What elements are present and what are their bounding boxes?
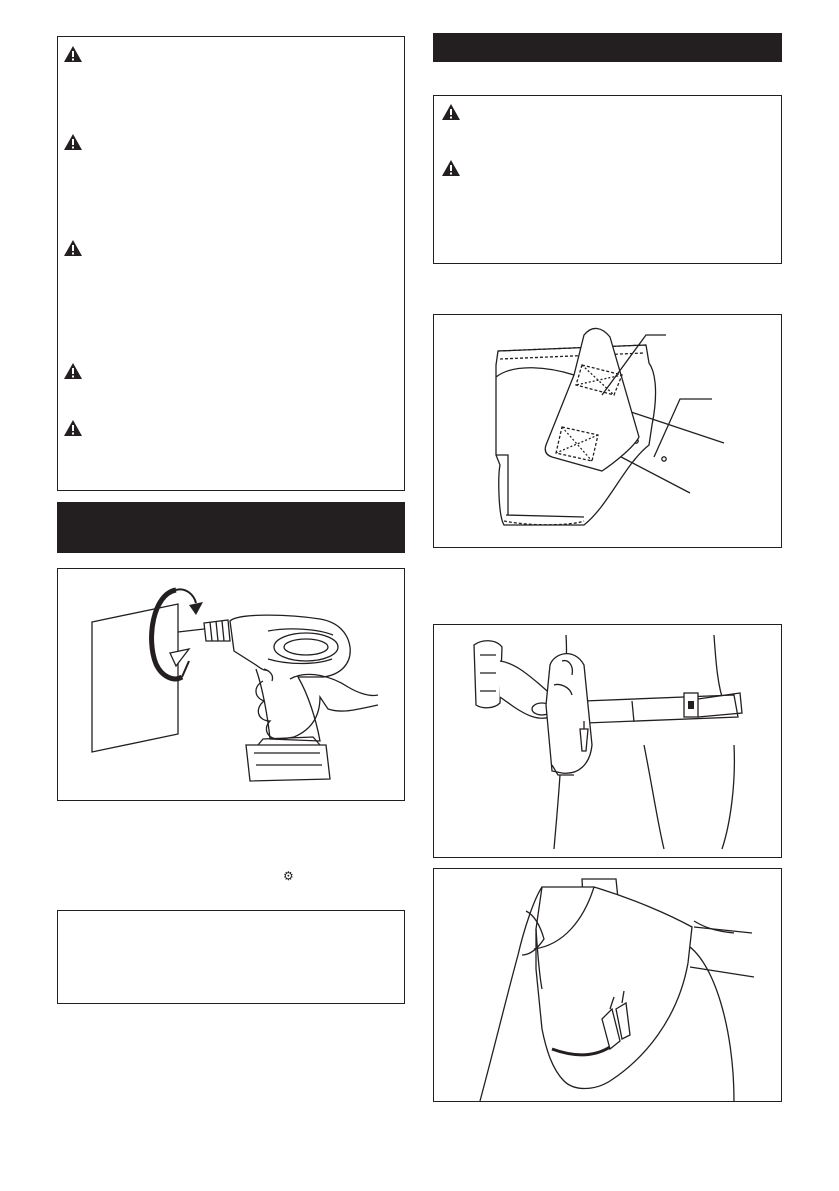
drill-illustration xyxy=(58,569,404,800)
holster-closeup-figure xyxy=(433,868,782,1102)
warning-icon xyxy=(64,420,82,436)
holster-worn-illustration xyxy=(434,625,781,857)
holster-worn-figure xyxy=(433,624,782,858)
note-box xyxy=(57,910,405,1004)
warning-box-left xyxy=(57,36,405,491)
warning-box-right xyxy=(433,95,782,264)
warning-icon xyxy=(442,160,460,176)
warning-icon xyxy=(64,134,82,150)
warning-icon xyxy=(64,240,82,256)
section-header-bar-right xyxy=(433,33,782,62)
drill-rotation-figure xyxy=(57,568,405,801)
screw-mode-icon: ⚙ xyxy=(283,869,294,883)
warning-icon xyxy=(442,104,460,120)
warning-icon xyxy=(64,46,82,62)
holster-belt-figure xyxy=(433,314,782,548)
warning-icon xyxy=(64,363,82,379)
holster-closeup-illustration xyxy=(434,869,781,1101)
section-header-bar-left xyxy=(57,502,405,553)
holster-belt-illustration xyxy=(434,315,781,547)
